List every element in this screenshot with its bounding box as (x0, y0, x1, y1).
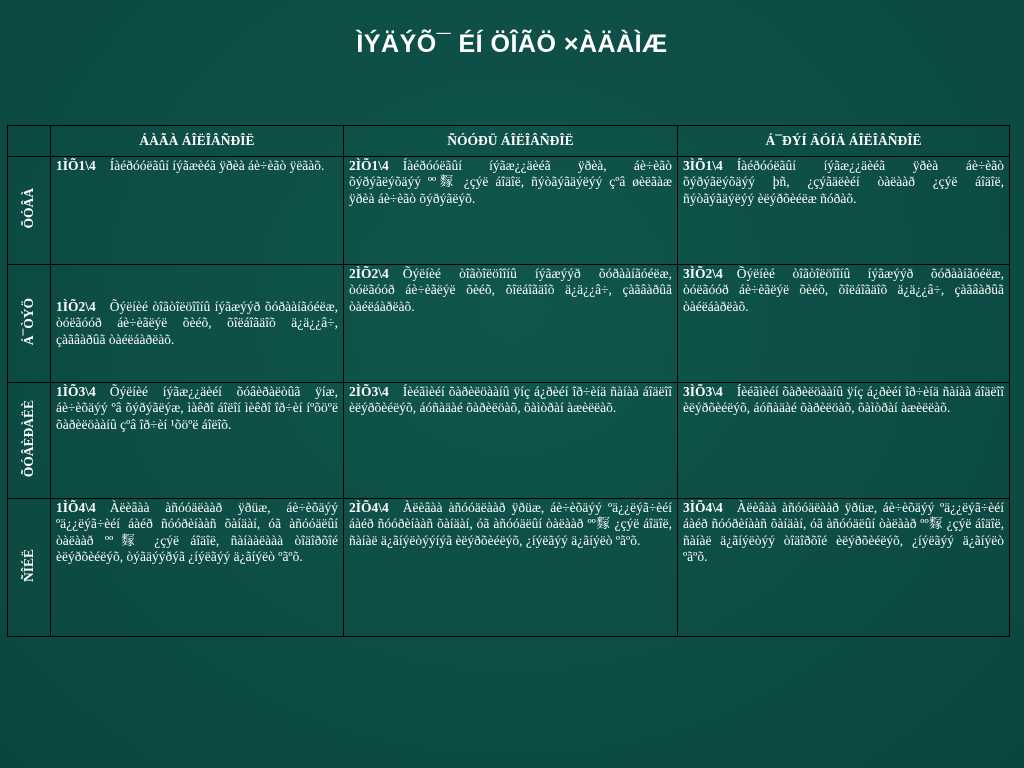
header-upper-level: Á¯ÐÝÍ ÄÓÍÄ ÁÎËÎÂÑÐÎË (678, 126, 1010, 157)
standard-text: Õýëíèé òîãòîëöîîíû íýãæýýð õóðààíãóéëæ, òóëãóóð áè÷èãëýë õèéõ, õîëáîãäîõ ä¿ä¿¿â÷, çàãâàðûã òàéëáàðëàõ. (349, 266, 672, 314)
row-label: ÕÓÂÀ (20, 188, 36, 229)
table-cell (51, 383, 344, 499)
standard-code: 3ÌÕ3\4 (683, 384, 723, 399)
standard-code: 2ÌÕ1\4 (349, 158, 389, 173)
table-cell (344, 499, 678, 637)
standard-text: Íàéðóóëãûí íýãæèéã ÿðèà áè÷èãò ÿëãàõ. (109, 158, 325, 173)
table-row (8, 383, 1010, 499)
table-row (8, 157, 1010, 265)
header-middle-level: ÑÓÓÐÜ ÁÎËÎÂÑÐÎË (344, 126, 678, 157)
standard-text: Õýëíèé òîãòîëöîîíû íýãæýýð õóðààíãóéëæ, òóëãóóð áè÷èãëýë õèéõ, õîëáîãäîõ ä¿ä¿¿â÷, çàãâàðûã òàéëáàðëàõ. (56, 298, 338, 347)
standards-table (7, 125, 1010, 637)
slide-title: ÌÝÄÝÕ¯ ÉÍ ÖÎÃÖ ×ÀÄÀÌÆ (356, 30, 668, 58)
header-row (8, 126, 1010, 157)
table-cell (678, 157, 1010, 265)
row-label-cell (8, 265, 51, 383)
table-row (8, 265, 1010, 383)
table-cell (51, 499, 344, 637)
table-cell (344, 383, 678, 499)
standard-code: 3ÌÕ1\4 (683, 158, 723, 173)
standard-text: Õýëíèé íýãæ¿¿äèéí õóâèðàëòûã ÿíæ, áè÷èõäýý ºâ õýðýãëýæ, ìàêðî áîëîí ìèêðî îð÷èí íºõöºë õàðèëöààíû çºâ îð÷èí ¹õöºë áîëîõ. (56, 384, 338, 432)
standard-code: 2ÌÕ4\4 (349, 500, 389, 515)
standard-text: Íàéðóóëãûí íýãæ¿¿äèéã ÿðèà áè÷èãò õýðýãëýõäýý þñ, ¿çýãäëèéí òàëààð ¿çýë áîäîë, ñýòãýãäýëýý èëýðõèéëæ ñóðàõ. (683, 158, 1004, 206)
standard-code: 3ÌÕ4\4 (683, 500, 723, 515)
row-label: Á¯ÒÝÖ (20, 297, 36, 345)
standard-text: Íèéãìèéí õàðèëöààíû ÿíç á¿ðèéí îð÷èíä ñàíàà áîäëîî èëýðõèéëýõ, áóñàäàé õàðèëöàõ, õàìòðàí àæèëëàõ. (349, 384, 672, 416)
row-label-cell (8, 157, 51, 265)
standard-code: 1ÌÕ3\4 (56, 384, 96, 399)
table-cell (51, 157, 344, 265)
table-cell (51, 265, 344, 383)
standard-code: 3ÌÕ2\4 (683, 266, 723, 281)
standard-code: 1ÌÕ1\4 (56, 158, 96, 173)
table-cell (678, 383, 1010, 499)
standard-text: Àëèâàà àñóóäëààð ÿðüæ, áè÷èõäýý ºä¿¿ëýã÷èéí áàéð ñóóðèíààñ õàíäàí, óã àñóóäëûí òàëààð ºº䴿 ¿çýë áîäîë, ñàíàë ä¿ãíýëòýýíýã èëýðõèéëýõ, ¿íýëãýý ä¿ãíýëò ºãºõ. (349, 500, 672, 548)
table-cell (678, 265, 1010, 383)
standard-text: Õýëíèé òîãòîëöîîíû íýãæýýð õóðààíãóéëæ, òóëãóóð áè÷èãëýë õèéõ, õîëáîãäîõ ä¿ä¿¿â÷, çàãâàðûã òàéëáàðëàõ. (683, 266, 1004, 314)
standard-code: 1ÌÕ2\4 (56, 298, 96, 314)
table-cell (344, 157, 678, 265)
standard-text: Íèéãìèéí õàðèëöààíû ÿíç á¿ðèéí îð÷èíä ñàíàà áîäëîî èëýðõèéëýõ, áóñàäàé õàðèëöàõ, õàìòðàí àæèëëàõ. (683, 384, 1004, 416)
header-basic-level: ÁÀÃÀ ÁÎËÎÂÑÐÎË (51, 126, 344, 157)
standard-text: Àëèâàà àñóóäëààð ÿðüæ, áè÷èõäýý ºä¿¿ëýã÷èéí áàéð ñóóðèíààñ õàíäàí, óã àñóóäëûí òàëààð ºº䴿 ¿çýë áîäîë, ñàíààëààà òîäîðõîé èëýðõèéëýõ, òýãäýýðýã ¿íýëãýý ä¿ãíýëò ºãºõ. (56, 500, 338, 565)
standard-text: Íàéðóóëãûí íýãæ¿¿äèéã ÿðèà, áè÷èãò õýðýãëýõäýý ºº䴿 ¿çýë áîäîë, ñýòãýãäýëýý çºâ øèëãàæ ÿðèà áè÷èãò õýðýãëýõ. (349, 158, 672, 206)
row-label-cell (8, 383, 51, 499)
standard-code: 2ÌÕ2\4 (349, 266, 389, 281)
header-corner (8, 126, 51, 157)
row-label: ÕÓÂÈÐÀËÈ (20, 399, 36, 477)
standard-code: 2ÌÕ3\4 (349, 384, 389, 399)
standard-code: 1ÌÕ4\4 (56, 500, 96, 515)
table-cell (344, 265, 678, 383)
row-label-cell (8, 499, 51, 637)
table-row (8, 499, 1010, 637)
row-label: ÑÎÉË (20, 548, 36, 582)
standard-text: Àëèâàà àñóóäëààð ÿðüæ, áè÷èõäýý ºä¿¿ëýã÷èéí áàéð ñóóðèíààñ õàíäàí, óã àñóóäëûí òàëààð ºº䴿 ¿çýë áîäîë, ñàíàë ä¿ãíýëòýý òîäîðõîé èëýðõèéëýõ, ¿íýëãýý ä¿ãíýëò ºãºõ. (683, 500, 1004, 565)
table-cell (678, 499, 1010, 637)
